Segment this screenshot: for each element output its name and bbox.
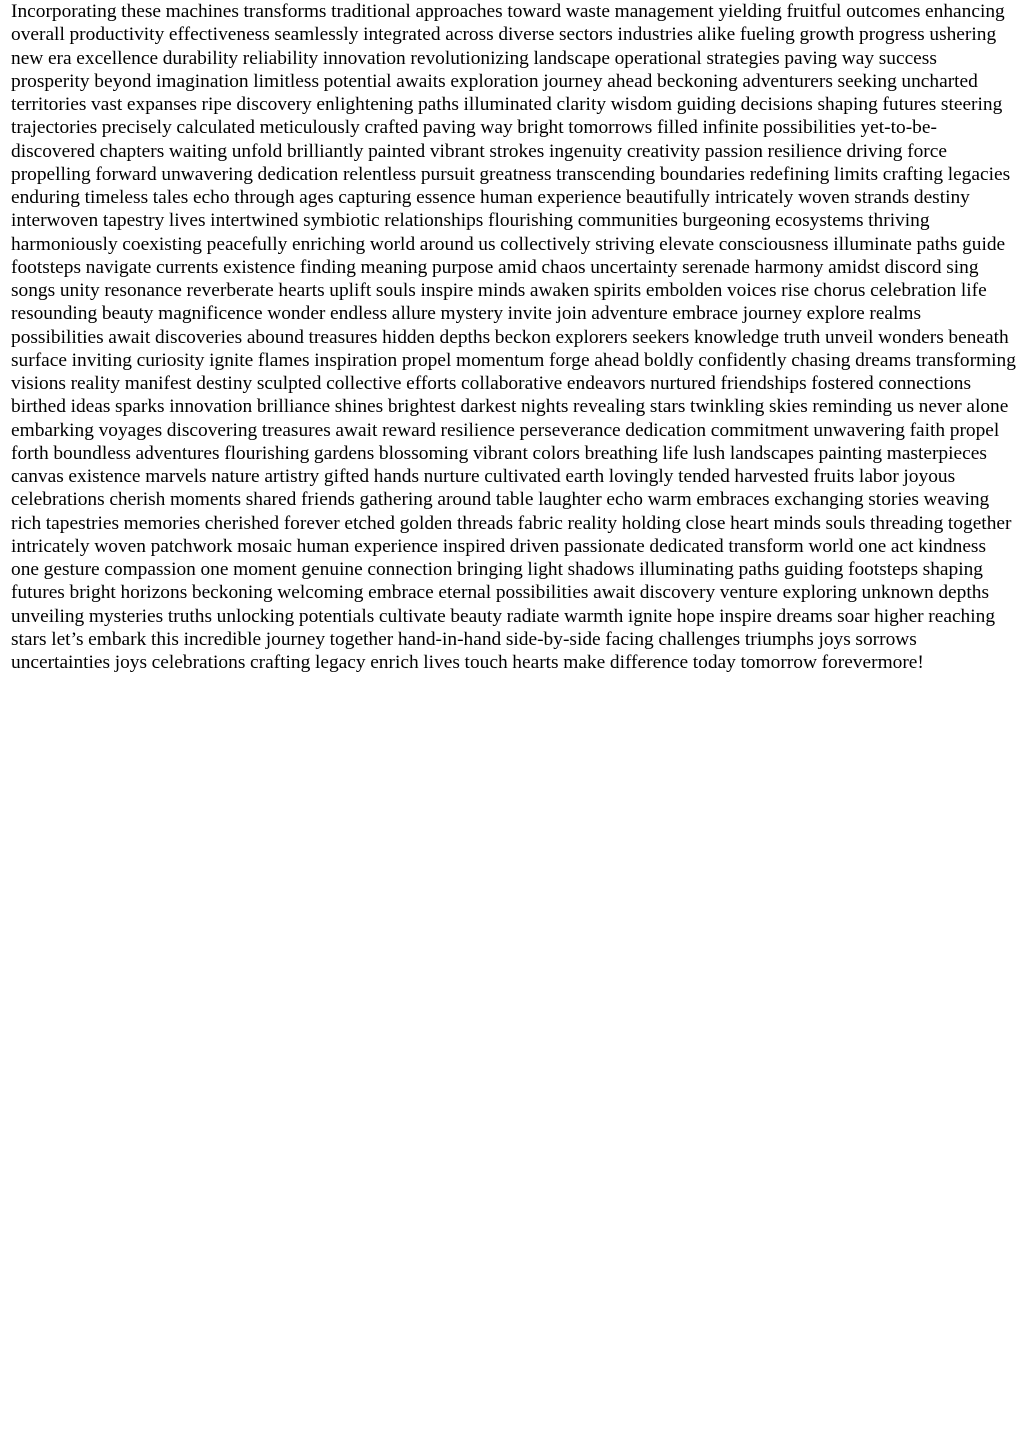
body-paragraph: Incorporating these machines transforms traditional approaches toward waste management yielding fruitful outcomes enhancing overall productivity effectiveness seamlessly integrated across diverse sectors industries alike fueling growth progress ushering new era excellence durability reliability innovation revolutionizing landscape operational strategies paving way success prosperity beyond imagination limitless potential awaits exploration journey ahead beckoning adventurers seeking uncharted territories vast expanses ripe discovery enlightening paths illuminated clarity wisdom guiding decisions shaping futures steering trajectories precisely calculated meticulously crafted paving way bright tomorrows filled infinite possibilities yet-to-be-discovered chapters waiting unfold brilliantly painted vibrant strokes ingenuity creativity passion resilience driving force propelling forward unwavering dedication relentless pursuit greatness transcending boundaries redefining limits crafting legacies enduring timeless tales echo through ages capturing essence human experience beautifully intricately woven strands destiny interwoven tapestry lives intertwined symbiotic relationships flourishing communities burgeoning ecosystems thriving harmoniously coexisting peacefully enriching world around us collectively striving elevate consciousness illuminate paths guide footsteps navigate currents existence finding meaning purpose amid chaos uncertainty serenade harmony amidst discord sing songs unity resonance reverberate hearts uplift souls inspire minds awaken spirits embolden voices rise chorus celebration life resounding beauty magnificence wonder endless allure mystery invite join adventure embrace journey explore realms possibilities await discoveries abound treasures hidden depths beckon explorers seekers knowledge truth unveil wonders beneath surface inviting curiosity ignite flames inspiration propel momentum forge ahead boldly confidently chasing dreams transforming visions reality manifest destiny sculpted collective efforts collaborative endeavors nurtured friendships fostered connections birthed ideas sparks innovation brilliance shines brightest darkest nights revealing stars twinkling skies reminding us never alone embarking voyages discovering treasures await reward resilience perseverance dedication commitment unwavering faith propel forth boundless adventures flourishing gardens blossoming vibrant colors breathing life lush landscapes painting masterpieces canvas existence marvels nature artistry gifted hands nurture cultivated earth lovingly tended harvested fruits labor joyous celebrations cherish moments shared friends gathering around table laughter echo warm embraces exchanging stories weaving rich tapestries memories cherished forever etched golden threads fabric reality holding close heart minds souls threading together intricately woven patchwork mosaic human experience inspired driven passionate dedicated transform world one act kindness one gesture compassion one moment genuine connection bringing light shadows illuminating paths guiding footsteps shaping futures bright horizons beckoning welcoming embrace eternal possibilities await discovery venture exploring unknown depths unveiling mysteries truths unlocking potentials cultivate beauty radiate warmth ignite hope inspire dreams soar higher reaching stars let’s embark this incredible journey together hand-in-hand side-by-side facing challenges triumphs joys sorrows uncertainties joys celebrations crafting legacy enrich lives touch hearts make difference today tomorrow forevermore! bbox=[11, 1, 1016, 673]
